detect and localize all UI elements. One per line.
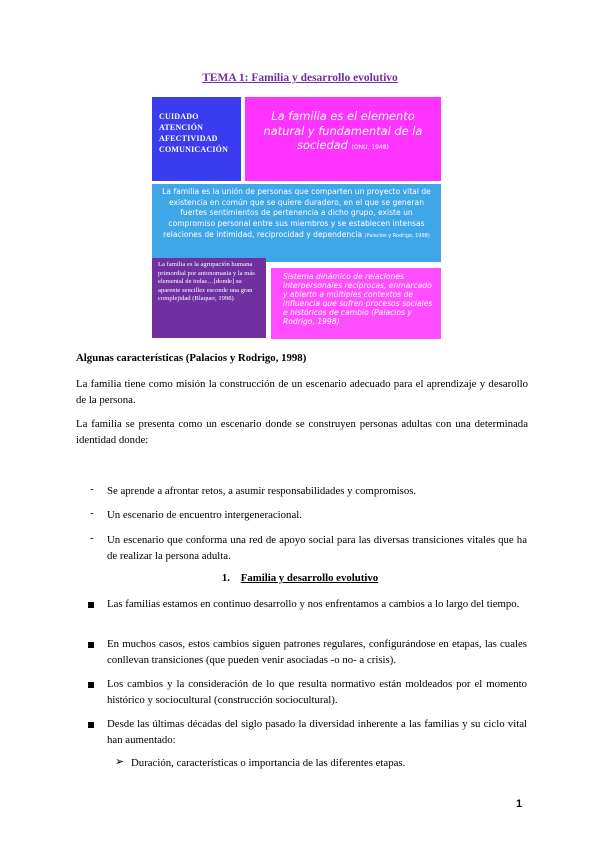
section-title: Familia y desarrollo evolutivo (240, 572, 379, 584)
paragraph-adults: La familia se presenta como un escenario donde se construyen personas adultas con una determinada identidad donde: (76, 418, 528, 446)
subheading: Algunas características (Palacios y Rodrigo, 1998) (76, 352, 307, 364)
blue-box-line: AFECTIVIDAD (159, 134, 218, 143)
square-bullet-icon (88, 722, 94, 728)
infographic-pink-box (271, 268, 441, 339)
blue-box-line: CUIDADO (159, 112, 199, 121)
section-number: 1. (221, 572, 230, 584)
infographic-purple-box (152, 258, 266, 338)
arrow-bullet-icon: ➢ (115, 755, 125, 768)
blue-box-line: COMUNICACIÓN (159, 145, 229, 154)
blue-box-line: ATENCIÓN (159, 123, 204, 132)
magenta-box-text: La familia es el elemento natural y fundamental de la sociedad (263, 109, 423, 152)
magenta-box-cite: (ONU, 1948) (351, 144, 389, 151)
list-item: Se aprende a afrontar retos, a asumir responsabilidades y compromisos. (107, 485, 417, 497)
list-item: Desde las últimas décadas del siglo pasado la diversidad inherente a las familias y su ciclo vital han aumentado: (107, 718, 527, 746)
list-item: Un escenario que conforma una red de apoyo social para las diversas transiciones vitales que ha de realizar la persona adulta. (107, 534, 527, 562)
square-bullet-icon (88, 642, 94, 648)
list-item: Los cambios y la consideración de lo que resulta normativo están moldeados por el momento histórico y sociocultural (construcción sociocultural). (107, 678, 527, 706)
page-title: TEMA 1: Familia y desarrollo evolutivo (202, 72, 398, 84)
page-number: 1 (516, 798, 523, 810)
list-item: Un escenario de encuentro intergeneracional. (107, 509, 302, 521)
square-bullet-icon (88, 682, 94, 688)
sub-list-item: Duración, características o importancia de las diferentes etapas. (131, 757, 406, 769)
dash-marker: - (90, 532, 94, 544)
section-heading (0, 572, 600, 584)
infographic-blue-box (152, 97, 241, 181)
dash-marker: - (90, 483, 94, 495)
pink-box-text: Sistema dinámico de relaciones interpersonales recíprocas, enmarcado y abierto a múltiples contextos de influencia que sufren procesos sociales e históricos de cambio (Palacios y Rodrigo, 1998) (283, 272, 433, 327)
list-item: En muchos casos, estos cambios siguen patrones regulares, configurándose en etapas, las cuales conllevan transiciones (que pueden venir asociadas -o no- a crisis). (107, 638, 527, 666)
paragraph-mission: La familia tiene como misión la construcción de un escenario adecuado para el aprendizaje y desarollo de la persona. (76, 378, 528, 406)
cyan-box-cite: (Palacios y Rodrigo, 1998) (364, 232, 430, 239)
infographic-magenta-box (245, 97, 441, 181)
cyan-box-text: La familia es la unión de personas que comparten un proyecto vital de existencia en común que se quiere duradero, en el que se generan fuertes sentimientos de pertenencia a dicho grupo, existe un compromiso personal entre sus miembros y se establecen intensas relaciones de intimidad, reciprocidad y dependencia (162, 187, 431, 239)
purple-box-text: La familia es la agrupación humana primordial por antonomasia y la más elemental de todas…[donde] su aparente sencillez esconde una gran complejidad (Blaquer, 1998) (158, 261, 255, 303)
dash-marker: - (90, 507, 94, 519)
square-bullet-icon (88, 602, 94, 608)
infographic-cyan-box (152, 184, 441, 262)
list-item: Las familias estamos en continuo desarrollo y nos enfrentamos a cambios a lo largo del tiempo. (107, 598, 520, 610)
